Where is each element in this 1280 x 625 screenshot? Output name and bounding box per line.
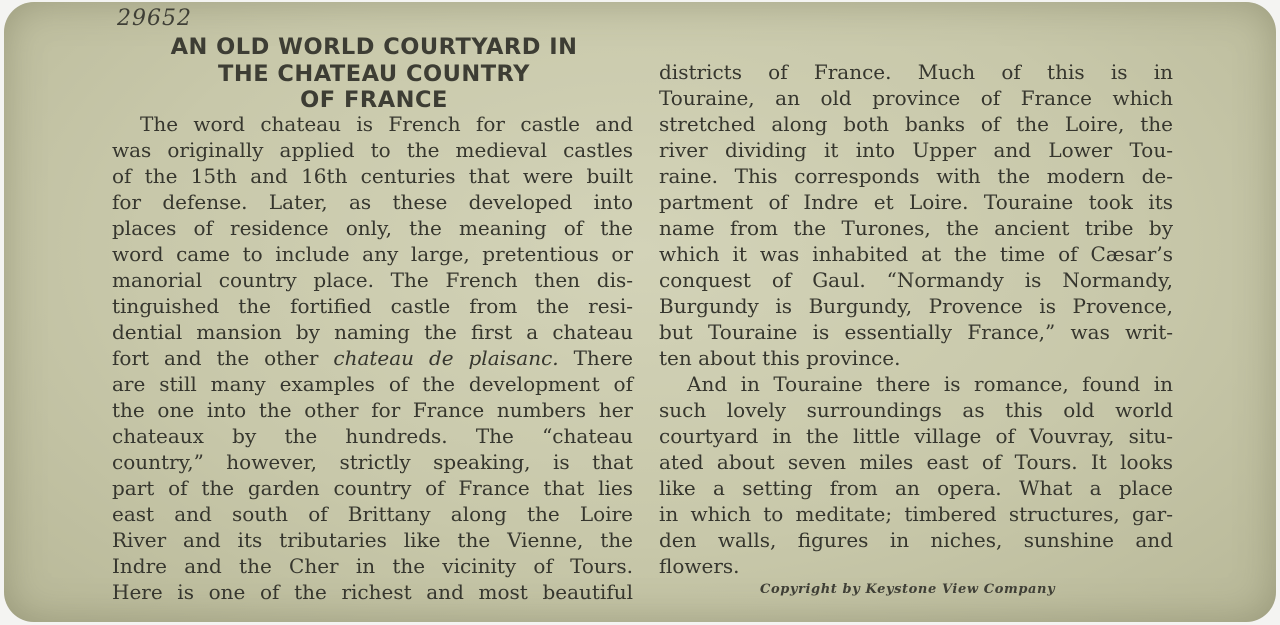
- text-line: tinguished the fortified castle from the resi-: [112, 294, 633, 318]
- text-segment: fort and the other: [112, 346, 319, 370]
- text-line: Indre and the Cher in the vicinity of Tours.: [112, 554, 633, 578]
- text-line: manorial country place. The French then dis-: [112, 268, 633, 292]
- text-line: den walls, figures in niches, sunshine and: [659, 528, 1173, 552]
- text-line: the one into the other for France numbers her: [112, 398, 633, 422]
- right-text-column: [659, 59, 1173, 579]
- text-line: dential mansion by naming the first a chateau: [112, 320, 633, 344]
- text-line: stretched along both banks of the Loire, the: [659, 112, 1173, 136]
- text-line: chateaux by the hundreds. The “chateau: [112, 424, 633, 448]
- text-line: raine. This corresponds with the modern de-: [659, 164, 1173, 188]
- title-line: AN OLD WORLD COURTYARD IN: [170, 34, 578, 60]
- text-line-mixed: [112, 345, 633, 371]
- text-line: country,” however, strictly speaking, is that: [112, 450, 633, 474]
- text-line: are still many examples of the development of: [112, 372, 633, 396]
- text-line: but Touraine is essentially France,” was writ-: [659, 320, 1173, 344]
- text-line: The word chateau is French for castle and: [140, 112, 633, 136]
- copyright-notice: Copyright by Keystone View Company: [760, 582, 1056, 597]
- text-line: name from the Turones, the ancient tribe by: [659, 216, 1173, 240]
- card-title: [114, 34, 634, 114]
- text-line: courtyard in the little village of Vouvray, situ-: [659, 424, 1173, 448]
- text-line: of the 15th and 16th centuries that were built: [112, 164, 633, 188]
- text-line: Touraine, an old province of France which: [659, 86, 1173, 110]
- text-line: like a setting from an opera. What a place: [659, 476, 1173, 500]
- text-segment: There: [573, 346, 634, 370]
- text-line: districts of France. Much of this is in: [659, 60, 1173, 84]
- text-line: conquest of Gaul. “Normandy is Normandy,: [659, 268, 1173, 292]
- text-line: which it was inhabited at the time of Cæsar’s: [659, 242, 1173, 266]
- title-line: THE CHATEAU COUNTRY: [218, 60, 530, 87]
- text-line: flowers.: [659, 554, 740, 578]
- text-line: partment of Indre et Loire. Touraine took its: [659, 190, 1173, 214]
- italic-phrase: chateau de plaisanc.: [333, 346, 559, 370]
- text-line: part of the garden country of France that lies: [112, 476, 633, 500]
- text-line: word came to include any large, pretentious or: [112, 242, 633, 266]
- text-line: And in Touraine there is romance, found in: [687, 372, 1173, 396]
- title-line: OF FRANCE: [300, 87, 448, 113]
- text-line: Burgundy is Burgundy, Provence is Provence,: [659, 294, 1173, 318]
- text-line: east and south of Brittany along the Loire: [112, 502, 633, 526]
- left-text-column: [112, 111, 633, 605]
- card-number: 29652: [117, 6, 192, 31]
- stereoview-card-back: [4, 2, 1276, 622]
- text-line: for defense. Later, as these developed into: [112, 190, 633, 214]
- text-line: ten about this province.: [659, 346, 901, 370]
- text-line: such lovely surroundings as this old world: [659, 398, 1173, 422]
- text-line: ated about seven miles east of Tours. It looks: [659, 450, 1173, 474]
- text-line: Here is one of the richest and most beautiful: [112, 580, 633, 604]
- text-line: river dividing it into Upper and Lower Tou-: [659, 138, 1173, 162]
- text-line: places of residence only, the meaning of the: [112, 216, 633, 240]
- text-line: was originally applied to the medieval castles: [112, 138, 633, 162]
- text-line: in which to meditate; timbered structures, gar-: [659, 502, 1173, 526]
- text-line: River and its tributaries like the Vienne, the: [112, 528, 633, 552]
